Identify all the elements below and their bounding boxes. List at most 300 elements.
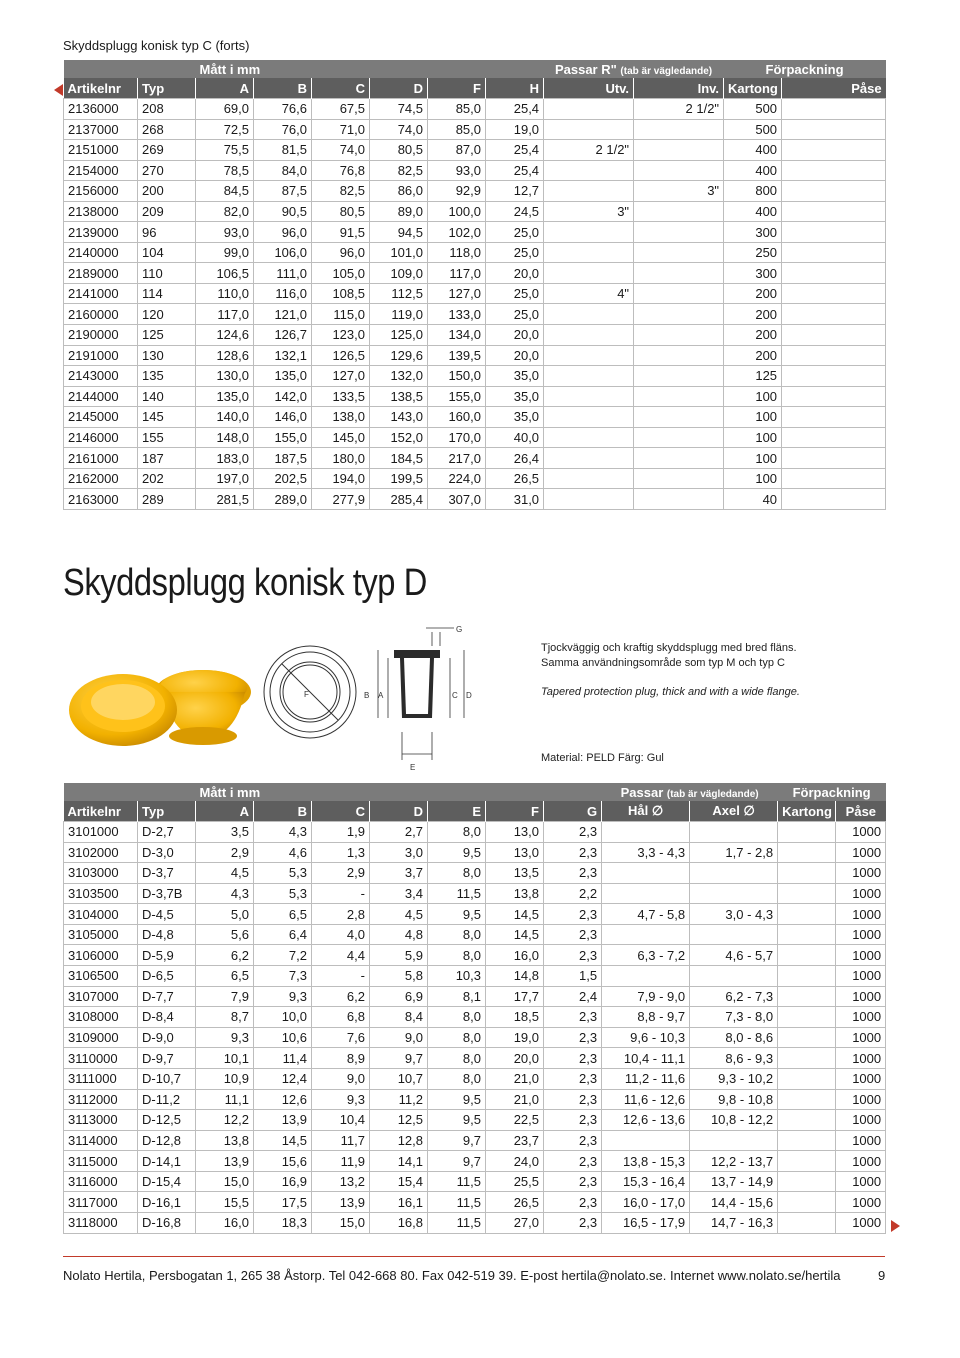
table-cell: 9,7 <box>428 1130 486 1151</box>
table-cell: 138,0 <box>312 407 370 428</box>
table-cell: 7,9 - 9,0 <box>602 986 690 1007</box>
description-sv-line1: Tjockväggig och kraftig skyddsplugg med bred fläns. <box>541 642 797 654</box>
table-cell: 9,7 <box>428 1151 486 1172</box>
table-cell: 121,0 <box>254 304 312 325</box>
col-header: Kartong <box>724 78 782 99</box>
description-sv-line2: Samma användningsområde som typ M och typ C <box>541 657 785 669</box>
table-cell <box>778 1151 836 1172</box>
table-cell: 16,0 - 17,0 <box>602 1192 690 1213</box>
table-cell: 22,5 <box>486 1110 544 1131</box>
table-cell: 400 <box>724 201 782 222</box>
table-row <box>64 842 886 863</box>
table-row <box>64 1048 886 1069</box>
table-cell: 9,3 - 10,2 <box>690 1068 778 1089</box>
col-header: D <box>370 801 428 822</box>
table-cell: 2143000 <box>64 366 138 387</box>
table-cell: 132,0 <box>370 366 428 387</box>
table-c-group-header <box>64 60 886 78</box>
table-cell <box>544 345 634 366</box>
table-cell: 74,0 <box>370 119 428 140</box>
table-cell: 197,0 <box>196 468 254 489</box>
table-cell: 3,5 <box>196 822 254 843</box>
table-cell: 13,9 <box>312 1192 370 1213</box>
table-row <box>64 1151 886 1172</box>
table-cell: 500 <box>724 119 782 140</box>
table-cell: 2137000 <box>64 119 138 140</box>
table-cell: 200 <box>724 283 782 304</box>
table-cell: 4,0 <box>312 924 370 945</box>
col-header: Artikelnr <box>64 78 138 99</box>
table-cell <box>634 468 724 489</box>
table-cell: 7,3 <box>254 966 312 987</box>
table-cell: 1000 <box>836 1089 886 1110</box>
table-cell: 8,0 <box>428 863 486 884</box>
table-cell: 13,8 - 15,3 <box>602 1151 690 1172</box>
table-cell: 3112000 <box>64 1089 138 1110</box>
table-cell: 13,8 <box>486 883 544 904</box>
table-cell: 101,0 <box>370 242 428 263</box>
table-cell: 93,0 <box>428 160 486 181</box>
table-cell: 300 <box>724 263 782 284</box>
table-cell: 100 <box>724 386 782 407</box>
footer-contact: Nolato Hertila, Persbogatan 1, 265 38 Åstorp. Tel 042-668 80. Fax 042-519 39. E-post hertila@nolato.se. Internet www.nolato.se/hertila <box>63 1268 841 1283</box>
table-cell: 11,6 - 12,6 <box>602 1089 690 1110</box>
table-c-body <box>64 99 886 510</box>
table-cell: 19,0 <box>486 119 544 140</box>
table-cell: 200 <box>724 304 782 325</box>
table-cell: 6,9 <box>370 986 428 1007</box>
table-cell: 155,0 <box>254 427 312 448</box>
table-cell: 112,5 <box>370 283 428 304</box>
table-cell: 16,5 - 17,9 <box>602 1212 690 1233</box>
table-d-column-header <box>64 801 886 822</box>
table-cell: 1000 <box>836 1130 886 1151</box>
table-cell: 2151000 <box>64 140 138 161</box>
table-cell: 6,2 <box>196 945 254 966</box>
table-cell <box>782 304 886 325</box>
table-cell: 10,4 - 11,1 <box>602 1048 690 1069</box>
table-cell: 127,0 <box>312 366 370 387</box>
table-cell: 2,3 <box>544 1027 602 1048</box>
col-header: Utv. <box>544 78 634 99</box>
table-cell: 13,9 <box>196 1151 254 1172</box>
table-cell: 91,5 <box>312 222 370 243</box>
table-cell <box>544 407 634 428</box>
table-cell: 99,0 <box>196 242 254 263</box>
table-cell <box>690 883 778 904</box>
table-cell: 13,5 <box>486 863 544 884</box>
table-row <box>64 448 886 469</box>
row-marker-left-icon <box>54 84 63 96</box>
table-cell: 114 <box>138 283 196 304</box>
table-cell: 10,3 <box>428 966 486 987</box>
table-cell: 126,7 <box>254 325 312 346</box>
table-cell: 1000 <box>836 1007 886 1028</box>
table-cell: 142,0 <box>254 386 312 407</box>
table-cell: 285,4 <box>370 489 428 510</box>
table-cell: 289,0 <box>254 489 312 510</box>
table-cell: 119,0 <box>370 304 428 325</box>
table-cell: 3" <box>634 181 724 202</box>
table-row <box>64 1130 886 1151</box>
table-cell: 125 <box>138 325 196 346</box>
table-cell <box>544 160 634 181</box>
table-cell: D-12,5 <box>138 1110 196 1131</box>
table-cell: 2136000 <box>64 99 138 120</box>
table-cell: 76,0 <box>254 119 312 140</box>
table-cell: 4,5 <box>196 863 254 884</box>
table-cell <box>634 448 724 469</box>
table-cell <box>690 822 778 843</box>
table-cell: 148,0 <box>196 427 254 448</box>
table-cell: 16,8 <box>370 1212 428 1233</box>
table-cell: D-9,7 <box>138 1048 196 1069</box>
table-cell: 25,4 <box>486 99 544 120</box>
table-cell: 69,0 <box>196 99 254 120</box>
table-cell: 110 <box>138 263 196 284</box>
table-cell: 105,0 <box>312 263 370 284</box>
table-cell: 208 <box>138 99 196 120</box>
dims-group-label: Mått i mm <box>196 783 602 801</box>
table-cell <box>544 386 634 407</box>
table-cell: 8,0 <box>428 945 486 966</box>
table-cell: 2144000 <box>64 386 138 407</box>
table-cell: - <box>312 966 370 987</box>
table-cell <box>782 140 886 161</box>
table-cell: 8,6 - 9,3 <box>690 1048 778 1069</box>
table-cell: 200 <box>724 345 782 366</box>
table-cell: 146,0 <box>254 407 312 428</box>
table-cell <box>782 160 886 181</box>
table-cell: D-14,1 <box>138 1151 196 1172</box>
table-cell: 9,7 <box>370 1048 428 1069</box>
table-cell: 145 <box>138 407 196 428</box>
table-cell: 1000 <box>836 1110 886 1131</box>
table-cell: 1000 <box>836 863 886 884</box>
table-cell: 2 1/2" <box>634 99 724 120</box>
table-row <box>64 904 886 925</box>
table-cell <box>544 181 634 202</box>
table-cell: 1,5 <box>544 966 602 987</box>
table-cell: 5,0 <box>196 904 254 925</box>
table-cell: 11,9 <box>312 1151 370 1172</box>
table-cell: 3117000 <box>64 1192 138 1213</box>
table-cell: 12,4 <box>254 1068 312 1089</box>
table-cell: 3103500 <box>64 883 138 904</box>
table-cell: 10,8 - 12,2 <box>690 1110 778 1131</box>
table-cell: D-11,2 <box>138 1089 196 1110</box>
pack-group-label: Förpackning <box>724 60 886 78</box>
table-cell: 14,5 <box>486 904 544 925</box>
table-cell: 127,0 <box>428 283 486 304</box>
table-cell: 106,0 <box>254 242 312 263</box>
label-d: D <box>466 691 472 700</box>
table-cell: 11,5 <box>428 883 486 904</box>
table-cell: 2138000 <box>64 201 138 222</box>
table-cell: 2,3 <box>544 924 602 945</box>
table-cell <box>782 99 886 120</box>
table-cell: 16,9 <box>254 1171 312 1192</box>
table-cell: D-4,5 <box>138 904 196 925</box>
table-cell: 125 <box>724 366 782 387</box>
table-cell: 139,5 <box>428 345 486 366</box>
table-cell: 115,0 <box>312 304 370 325</box>
table-cell: 10,9 <box>196 1068 254 1089</box>
col-header: F <box>428 78 486 99</box>
table-cell: 8,0 - 8,6 <box>690 1027 778 1048</box>
table-row <box>64 304 886 325</box>
table-cell <box>634 160 724 181</box>
col-header: G <box>544 801 602 822</box>
table-cell: 67,5 <box>312 99 370 120</box>
table-cell: 74,0 <box>312 140 370 161</box>
table-cell <box>690 966 778 987</box>
table-cell: 8,9 <box>312 1048 370 1069</box>
table-cell: 400 <box>724 160 782 181</box>
table-cell: 106,5 <box>196 263 254 284</box>
table-cell: 3113000 <box>64 1110 138 1131</box>
table-cell: 2,3 <box>544 945 602 966</box>
col-header: E <box>428 801 486 822</box>
table-cell: 2,2 <box>544 883 602 904</box>
col-header: B <box>254 78 312 99</box>
table-row <box>64 345 886 366</box>
table-cell: 89,0 <box>370 201 428 222</box>
table-cell <box>634 119 724 140</box>
table-cell <box>634 407 724 428</box>
table-cell: 1000 <box>836 1027 886 1048</box>
table-cell: 199,5 <box>370 468 428 489</box>
table-row <box>64 386 886 407</box>
table-cell: 117,0 <box>196 304 254 325</box>
table-cell: 1000 <box>836 945 886 966</box>
table-cell <box>544 242 634 263</box>
table-cell: D-9,0 <box>138 1027 196 1048</box>
table-cell: 87,5 <box>254 181 312 202</box>
table-cell: 183,0 <box>196 448 254 469</box>
table-cell: 14,4 - 15,6 <box>690 1192 778 1213</box>
table-cell: 7,2 <box>254 945 312 966</box>
table-cell: 1000 <box>836 966 886 987</box>
table-cell: 85,0 <box>428 99 486 120</box>
table-cell: 135 <box>138 366 196 387</box>
table-cell <box>690 1130 778 1151</box>
table-cell <box>634 242 724 263</box>
table-cell: 81,5 <box>254 140 312 161</box>
table-cell: 9,0 <box>312 1068 370 1089</box>
table-cell: 14,1 <box>370 1151 428 1172</box>
table-cell: 3106500 <box>64 966 138 987</box>
table-cell: 130,0 <box>196 366 254 387</box>
table-cell: 11,2 - 11,6 <box>602 1068 690 1089</box>
table-cell: 12,8 <box>370 1130 428 1151</box>
table-cell <box>634 283 724 304</box>
table-cell: 2,3 <box>544 842 602 863</box>
table-cell: D-2,7 <box>138 822 196 843</box>
table-cell: 20,0 <box>486 1048 544 1069</box>
table-cell: 9,5 <box>428 1089 486 1110</box>
table-cell <box>544 427 634 448</box>
table-cell: 35,0 <box>486 386 544 407</box>
table-cell: 217,0 <box>428 448 486 469</box>
table-cell: 202 <box>138 468 196 489</box>
table-cell: 118,0 <box>428 242 486 263</box>
table-cell: 5,3 <box>254 883 312 904</box>
table-row <box>64 1007 886 1028</box>
table-cell <box>782 201 886 222</box>
table-cell: 10,0 <box>254 1007 312 1028</box>
table-cell: 1,9 <box>312 822 370 843</box>
table-cell: 5,6 <box>196 924 254 945</box>
table-cell: 109,0 <box>370 263 428 284</box>
table-cell: 10,1 <box>196 1048 254 1069</box>
table-cell: 110,0 <box>196 283 254 304</box>
table-cell: 2,3 <box>544 1130 602 1151</box>
label-c: C <box>452 691 458 700</box>
table-cell <box>634 345 724 366</box>
table-cell: 8,0 <box>428 1068 486 1089</box>
table-cell <box>782 242 886 263</box>
material-info: Material: PELD Färg: Gul <box>541 752 664 764</box>
table-cell: 6,5 <box>196 966 254 987</box>
table-cell: 270 <box>138 160 196 181</box>
table-cell <box>602 924 690 945</box>
table-cell: 84,5 <box>196 181 254 202</box>
table-cell: 1000 <box>836 1151 886 1172</box>
table-cell: 2,3 <box>544 1171 602 1192</box>
table-cell: 100 <box>724 468 782 489</box>
table-cell: D-4,8 <box>138 924 196 945</box>
table-cell: 143,0 <box>370 407 428 428</box>
table-cell: 25,0 <box>486 222 544 243</box>
table-cell: 3,0 - 4,3 <box>690 904 778 925</box>
col-header: F <box>486 801 544 822</box>
table-cell: 100 <box>724 448 782 469</box>
table-cell: 2 1/2" <box>544 140 634 161</box>
table-cell: 100 <box>724 407 782 428</box>
table-cell: 3109000 <box>64 1027 138 1048</box>
table-cell <box>544 468 634 489</box>
table-cell: 2,4 <box>544 986 602 1007</box>
table-row <box>64 883 886 904</box>
table-cell: 14,5 <box>254 1130 312 1151</box>
col-header: Inv. <box>634 78 724 99</box>
table-cell: D-8,4 <box>138 1007 196 1028</box>
table-row <box>64 468 886 489</box>
section-title: Skyddsplugg konisk typ D <box>63 562 427 604</box>
table-cell: 2156000 <box>64 181 138 202</box>
table-cell: 150,0 <box>428 366 486 387</box>
table-cell: 11,5 <box>428 1192 486 1213</box>
table-cell <box>634 263 724 284</box>
table-cell <box>544 263 634 284</box>
table-cell: 160,0 <box>428 407 486 428</box>
table-cell: 2,7 <box>370 822 428 843</box>
table-cell <box>782 119 886 140</box>
table-cell <box>544 366 634 387</box>
table-cell <box>782 407 886 428</box>
table-d-body <box>64 822 886 1234</box>
table-cell: 19,0 <box>486 1027 544 1048</box>
table-cell: 116,0 <box>254 283 312 304</box>
table-cell: 2,3 <box>544 822 602 843</box>
table-cell: 6,2 <box>312 986 370 1007</box>
table-cell: 134,0 <box>428 325 486 346</box>
table-cell: 2,3 <box>544 1068 602 1089</box>
table-cell: 180,0 <box>312 448 370 469</box>
table-cell: 13,0 <box>486 822 544 843</box>
table-cell <box>782 427 886 448</box>
table-cell: 90,5 <box>254 201 312 222</box>
plug-photo <box>63 640 263 760</box>
table-cell: 11,1 <box>196 1089 254 1110</box>
table-cell: 800 <box>724 181 782 202</box>
table-cell: 25,4 <box>486 160 544 181</box>
table-cell: 2,3 <box>544 1110 602 1131</box>
table-cell <box>544 119 634 140</box>
table-cell <box>778 904 836 925</box>
table-cell: 11,5 <box>428 1212 486 1233</box>
table-cell: 2,3 <box>544 863 602 884</box>
table-cell: 11,7 <box>312 1130 370 1151</box>
table-cell: 21,0 <box>486 1089 544 1110</box>
table-cell: 3106000 <box>64 945 138 966</box>
table-cell: 11,2 <box>370 1089 428 1110</box>
table-cell: 12,6 <box>254 1089 312 1110</box>
table-row <box>64 366 886 387</box>
table-cell: 3" <box>544 201 634 222</box>
table-cell: 2,8 <box>312 904 370 925</box>
table-cell: 35,0 <box>486 366 544 387</box>
table-cell: 138,5 <box>370 386 428 407</box>
table-cell: 3114000 <box>64 1130 138 1151</box>
table-row <box>64 945 886 966</box>
table-row <box>64 263 886 284</box>
table-cell: D-16,8 <box>138 1212 196 1233</box>
table-cell: 9,3 <box>312 1089 370 1110</box>
table-row <box>64 966 886 987</box>
table-cell: 3,4 <box>370 883 428 904</box>
table-cell: 2191000 <box>64 345 138 366</box>
table-cell: 9,0 <box>370 1027 428 1048</box>
table-cell: 3,3 - 4,3 <box>602 842 690 863</box>
table-cell: D-10,7 <box>138 1068 196 1089</box>
table-cell: 100,0 <box>428 201 486 222</box>
table-cell: 8,0 <box>428 1027 486 1048</box>
table-cell: 8,0 <box>428 1007 486 1028</box>
table-cell: 2154000 <box>64 160 138 181</box>
table-row <box>64 160 886 181</box>
table-cell: 2,3 <box>544 1192 602 1213</box>
col-header: Hål ∅ <box>602 801 690 822</box>
table-cell: 8,0 <box>428 1048 486 1069</box>
table-row <box>64 986 886 1007</box>
table-cell: 25,5 <box>486 1171 544 1192</box>
table-cell: 129,6 <box>370 345 428 366</box>
table-cell: 400 <box>724 140 782 161</box>
table-cell: 140 <box>138 386 196 407</box>
col-header: B <box>254 801 312 822</box>
table-cell: 4,7 - 5,8 <box>602 904 690 925</box>
table-cell: 104 <box>138 242 196 263</box>
table-cell: 124,6 <box>196 325 254 346</box>
table-cell: 24,5 <box>486 201 544 222</box>
table-row <box>64 119 886 140</box>
table-cell: 6,5 <box>254 904 312 925</box>
table-cell: 4" <box>544 283 634 304</box>
table-cell: 268 <box>138 119 196 140</box>
table-cell: 13,8 <box>196 1130 254 1151</box>
